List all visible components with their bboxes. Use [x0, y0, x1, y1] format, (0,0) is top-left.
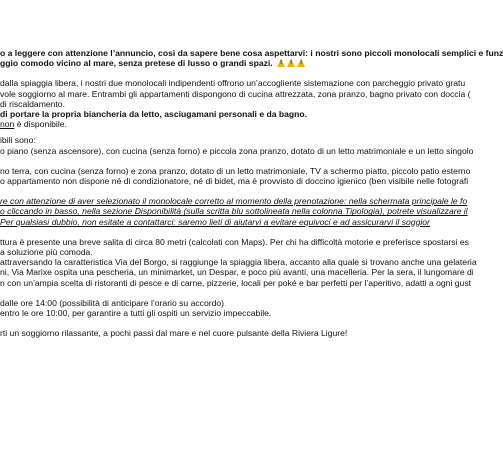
location-line-2: a soluzione più comoda. [0, 247, 93, 258]
location-line-5: n con un’ampia scelta di ristoranti di pesce e di carne, pizzerie, locali per poké e bar perfetti per l’aperitivo, adatti a ogni gust [0, 277, 472, 288]
checkin-time: dalle ore 14:00 (possibilità di anticipare l’orario su accordo) [0, 297, 225, 308]
linen-notice: di portare la propria biancheria da letto, asciugamani personali e da bagno. [0, 109, 308, 120]
warning-icon [277, 59, 285, 67]
intro-line-2 [0, 58, 450, 68]
unit-2-line-2: o appartamento non dispone né di condizionatore, né di bidet, ma è provvisto di doccino igienico (ben visibile nelle fotografi [0, 176, 469, 187]
booking-notice-line-3: Per qualsiasi dubbio, non esitate a contattarci: saremo lieti di aiutarvi a evitare equivoci e ad assicurarvi il soggior [0, 216, 430, 227]
unit-2-line-1: no terra, con cucina (senza forno) e zona pranzo, dotato di un letto matrimoniale, TV a schermo piatto, piccolo patio esterno [0, 165, 471, 176]
units-intro: ibili sono: [0, 135, 36, 146]
location-line-3: attraversando la caratteristica Via del Borgo, si raggiunge la spiaggia libera, accanto alla quale si trovano anche una gelateria [0, 257, 477, 268]
listing-description [0, 48, 503, 339]
closing-line: rti un soggiorno rilassante, a pochi passi dal mare e nel cuore pulsante della Riviera Ligure! [0, 328, 348, 339]
unit-1-description: o piano (senza ascensore), con cucina (senza forno) e piccola zona pranzo, dotato di un letto matrimoniale e un letto singolo [0, 145, 474, 156]
description-line-3: di riscaldamento. [0, 98, 65, 109]
intro-line-2-text: ggio comodo vicino al mare, senza pretese di lusso o grandi spazi. [0, 58, 273, 69]
booking-notice-line-1: re con attenzione di aver selezionato il monolocale corretto al momento della prenotazione: nella schermata principale le fo [0, 196, 468, 207]
underlined-word: non [0, 119, 15, 130]
description-line-1: dalla spiaggia libera, i nostri due monolocali indipendenti offrono un’accogliente sistemazione con parcheggio privato gratu [0, 78, 466, 89]
booking-notice-line-2: o cliccando in basso, nella sezione Disponibilità (sulla scritta blu sottolineata nella colonna Tipologia), potrete visualizzare il [0, 206, 468, 217]
description-line-2: vole soggiorno al mare. Entrambi gli appartamenti dispongono di cucina attrezzata, zona pranzo, bagno privato con doccia ( [0, 88, 471, 99]
intro-line-1: o a leggere con attenzione l’annuncio, così da sapere bene cosa aspettarvi: i nostri sono piccoli monolocali semplici e funz [0, 48, 503, 58]
description-line-5-rest: è disponibile. [14, 119, 67, 130]
location-line-1: ttura è presente una breve salita di circa 80 metri (calcolati con Maps). Per chi ha difficoltà motorie e preferisce spostarsi es [0, 236, 469, 247]
description-line-5 [0, 119, 450, 129]
warning-icon [287, 59, 295, 67]
location-line-4: ni, Via Marixe ospita una pescheria, un minimarket, un Despar, e poco più avanti, una macelleria. Per la sera, il lungomare di [0, 267, 474, 278]
warning-icon [297, 59, 305, 67]
checkout-time: entro le ore 10:00, per garantire a tutti gli ospiti un servizio impeccabile. [0, 308, 272, 319]
